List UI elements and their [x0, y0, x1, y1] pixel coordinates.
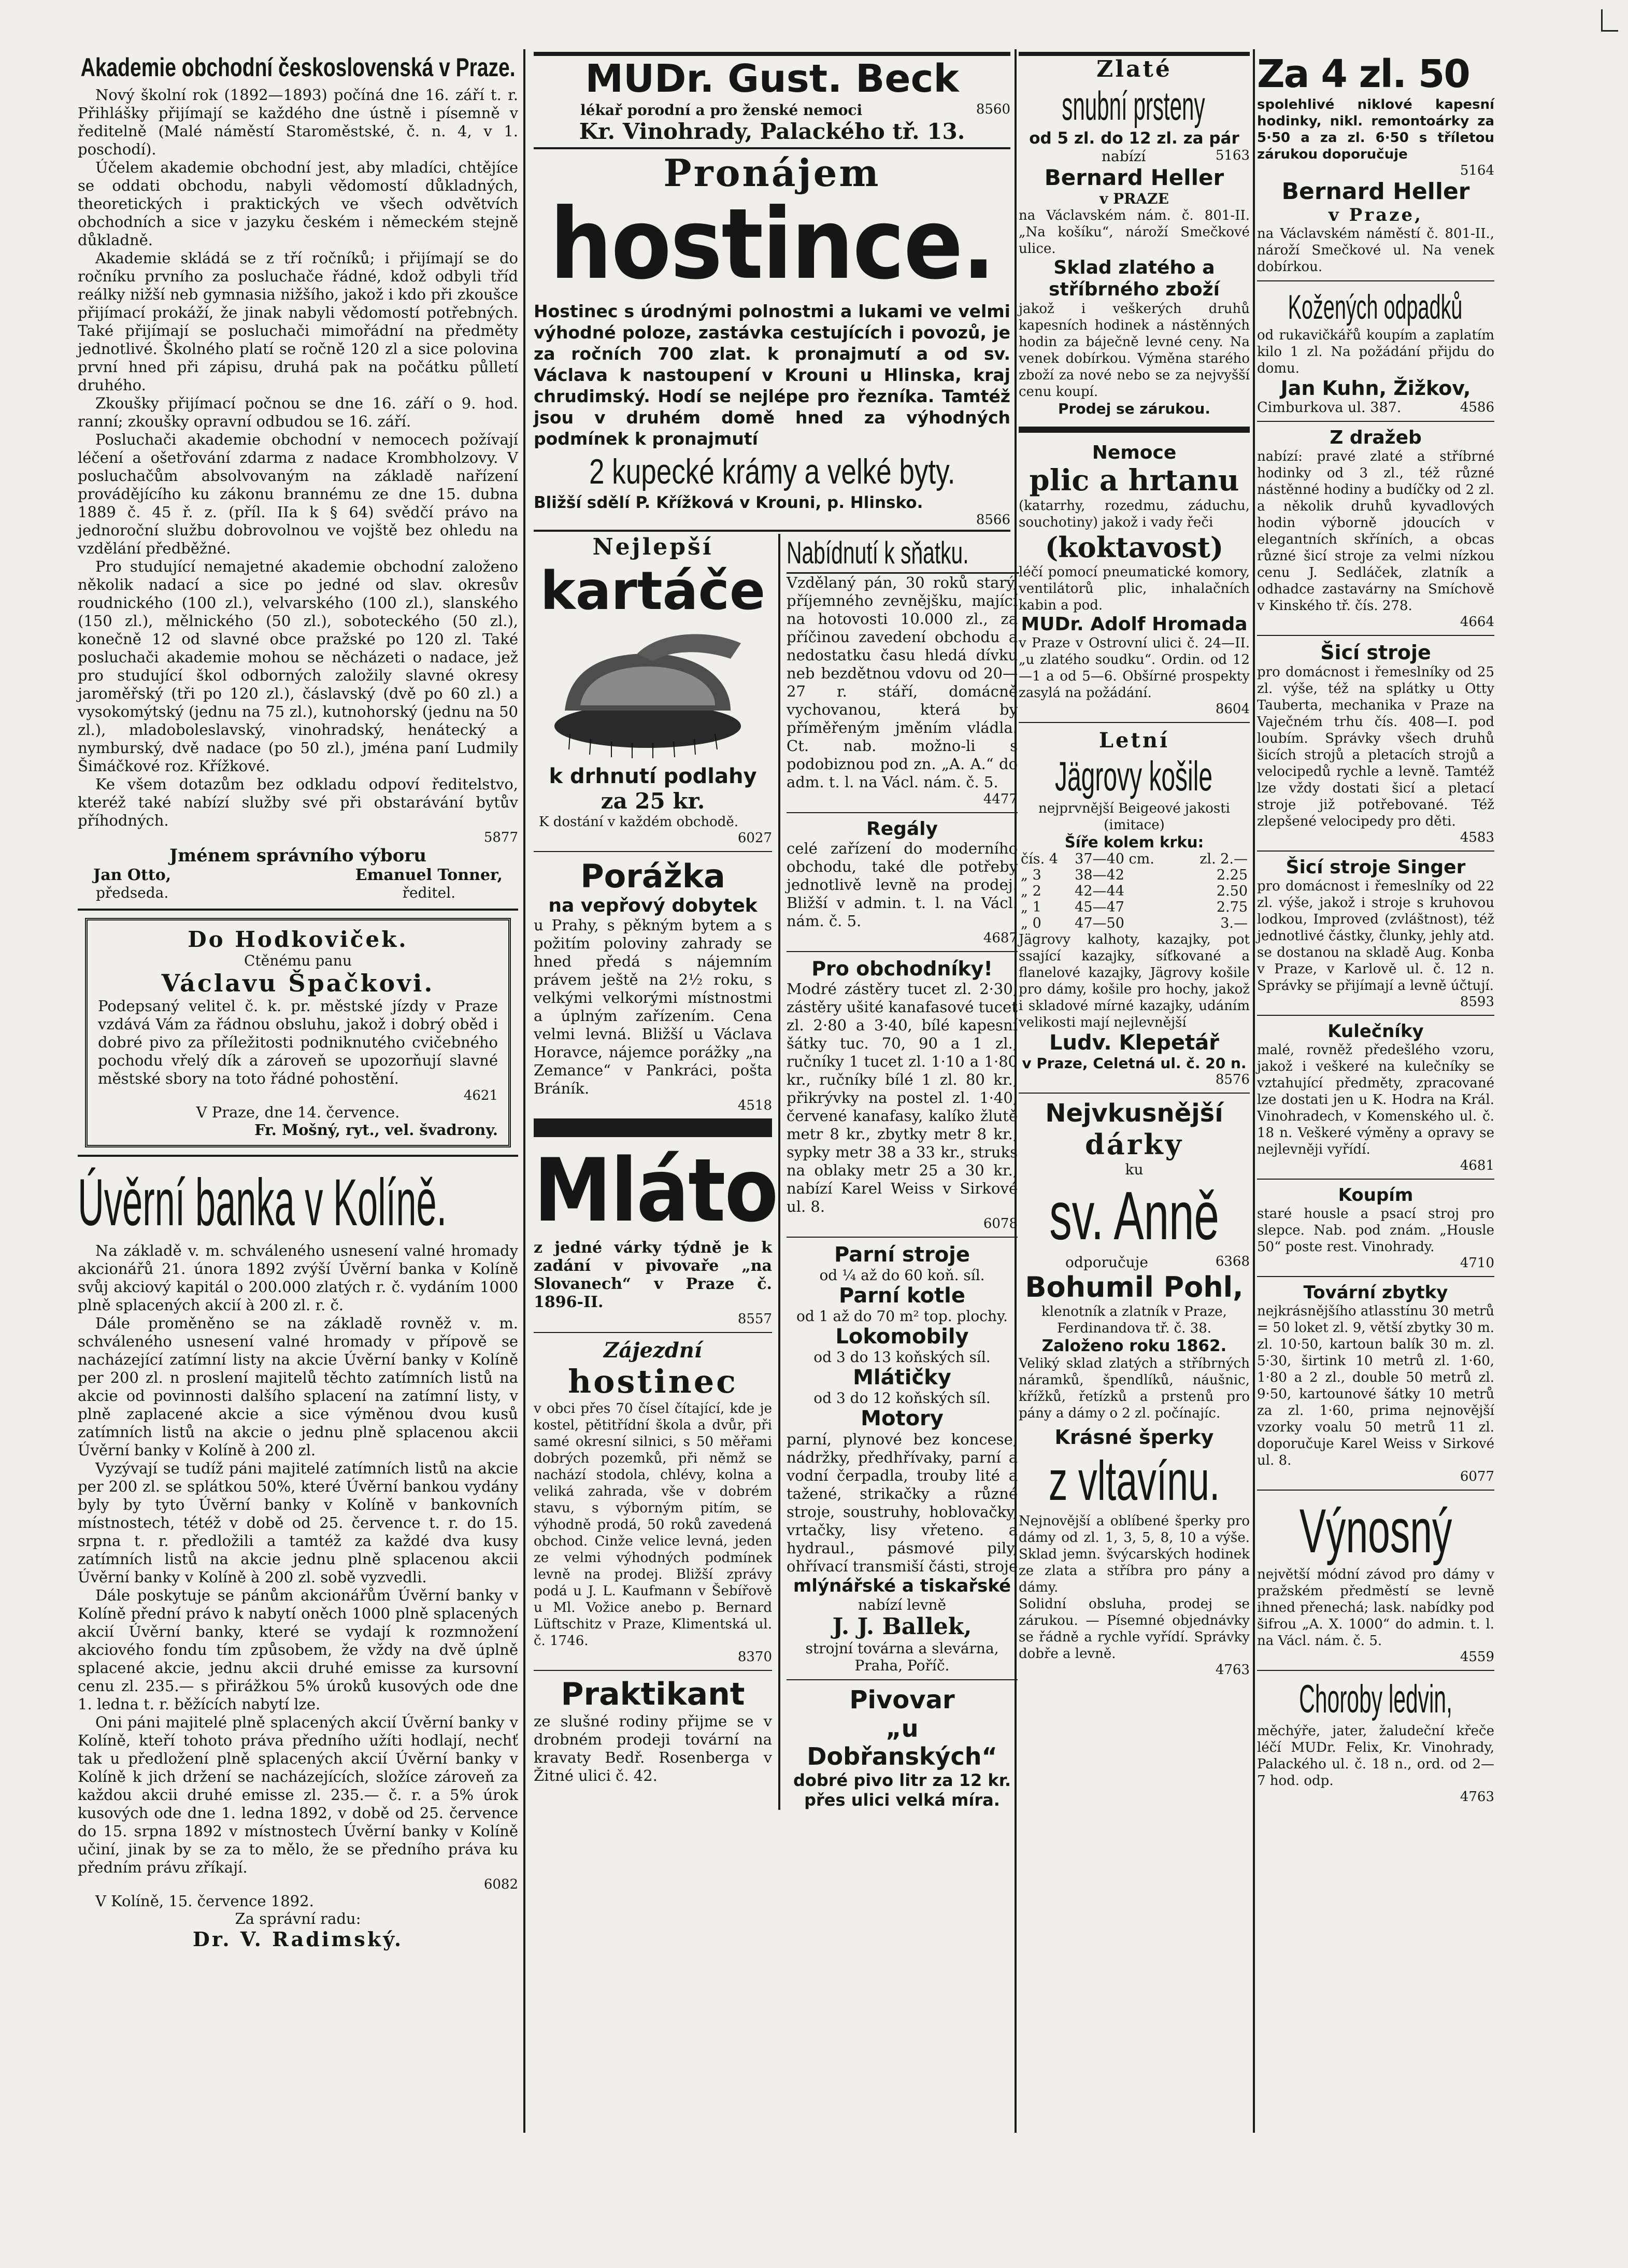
obchodniky-body: Modré zástěry tucet zl. 2·30, zástěry ušité kanafasové tucet zl. 2·80 a 3·40, bílé kapesní šátky tuc. 70, 90 a 1 zl., ručníky 1 tucet zl. 1·10 a 1·80 kr., ručníky bílé 1 zl. 80 kr., přikrývky na postel zl. 1·40, červené kanafasy, kalíko žlutě metr 8 kr., zbytky metr 8 kr., sypky metr 38 a 33 kr., struks na oblaky metr 25 a 30 kr., nabízí Karel Weiss v Sirkové ul. 8. [787, 980, 1018, 1215]
table-row [1019, 899, 1250, 915]
kramy: 2 kupecké krámy a velké byty. [589, 452, 955, 491]
dobranskych: „u Dobřanských“ [807, 1714, 997, 1770]
motory-body: parní, plynové bez koncese, nádržky, předhřívaky, parní a vodní čerpadla, trouby lité a tažené, strikačky a různé stroje, soustruhy, hoblovačky, vrtačky, lisy vřeteno. a hydraul., pásmové pily, ohřívací transmiší části, stroje [787, 1430, 1018, 1575]
regaly-title: Regály [866, 818, 938, 840]
ad-code: 8604 [1215, 701, 1250, 717]
v-praze: v Praze, [1329, 205, 1423, 225]
pron-title: Pronájem [663, 151, 881, 195]
table-cell: 38—42 [1075, 867, 1124, 883]
uverni-body [78, 1242, 518, 1877]
nabizi: nabízí levně [858, 1596, 947, 1613]
kuhn-row [1257, 400, 1494, 416]
signature-right [355, 866, 503, 901]
hodk-date: V Praze, dne 14. července. [196, 1103, 400, 1121]
jagr-sub: nejprvnější Beigeové jakosti (imitace) [1038, 801, 1230, 833]
ku: ku [1125, 1161, 1144, 1178]
sici-title: Šicí stroje [1320, 641, 1431, 664]
nemoce-body: (katarrhy, rozedmu, záduchu, souchotiny) jakož i vady řeči [1019, 498, 1250, 530]
snubni: snubní prsteny [1062, 83, 1205, 129]
kuhn-addr: Cimburkova ul. 387. [1257, 400, 1402, 416]
signature-left [93, 866, 171, 901]
divider [534, 1670, 772, 1671]
zlate: Zlaté [1096, 56, 1172, 82]
col2-split [534, 534, 1018, 1810]
table-cell: čís. 4 [1021, 851, 1058, 867]
paragraph: Nový školní rok (1892—1893) počíná dne 16. září t. r. Přihlášky přijímají se každého dne ústně i písemně v ředitelně (Malé náměstí Staroměstské, č. n. 4, v 1. poschodí). [78, 86, 518, 158]
divider [1019, 722, 1250, 723]
drazeb-title: Z dražeb [1330, 427, 1422, 448]
ad-code: 5163 [1215, 148, 1250, 163]
choroby: Choroby ledvin, [1299, 1677, 1452, 1721]
singer-title: Šicí stroje Singer [1286, 857, 1466, 878]
mlato: Mláto [534, 1140, 778, 1241]
divider [1257, 1490, 1494, 1491]
table-row [1019, 851, 1250, 867]
ballek: J. J. Ballek, [832, 1613, 972, 1640]
akademie-body [78, 86, 518, 830]
klepetar-addr: v Praze, Celetná ul. č. 20 n. [1022, 1055, 1247, 1072]
ad-code: 8576 [1215, 1072, 1250, 1087]
nabizi: nabízí [1102, 148, 1146, 165]
paragraph: Akademie skládá se z tří ročníků; i přijímají se do ročníku prvního za posluchače řádné, kdož odbyli tříd reálky nižší neb gymnasia nižšího, jakož i kdo při zkoušce přijímací prokáží, že jinak nabyli vědomostí potřebných. Také přijímají se posluchači mimořádní na předměty jednotlivé. Školného platí se ročně 120 zl a sice polovina první hned při zápisu, druhá pak na počátku půlletí druhého. [78, 249, 518, 394]
ad-code: 4586 [1460, 400, 1494, 415]
plic: plic a hrtanu [1029, 463, 1239, 498]
pohl-more: Veliký sklad zlatých a stříbrných náramků, špendlíků, náušnic, křížků, řetízků a prstenů pro pány a dámy o 2 zl. počínajíc. [1019, 1356, 1250, 1421]
hodk-name: Václavu Špačkovi. [161, 969, 435, 997]
ad-code: 4518 [737, 1098, 772, 1113]
snubni-price: od 5 zl. do 12 zl. za pár [1029, 129, 1239, 148]
koupim-title: Koupím [1338, 1185, 1413, 1206]
ad-code: 4687 [983, 930, 1018, 946]
jagr-body: Jägrovy kalhoty, kazajky, pot ssající kazajky, síťkované a flanelové kazajky, Jägrovy košile pro dámy, košile pro hochy, jakož i skladové mírné kazajky, udáním velikosti mají nejlevnější [1019, 932, 1250, 1030]
zbytky-title: Tovární zbytky [1303, 1282, 1448, 1303]
mlaticky: Mlátičky [853, 1366, 951, 1390]
darky: dárky [1085, 1128, 1183, 1161]
divider [1257, 1015, 1494, 1016]
nemoce: Nemoce [1092, 442, 1177, 463]
heller: Bernard Heller [1044, 165, 1224, 190]
parni-1: od ¼ až do 60 koň. síl. [819, 1267, 985, 1284]
kartace-price: za 25 kr. [601, 788, 705, 814]
col2-left [534, 534, 780, 1810]
column-3 [1019, 52, 1250, 2135]
ad-code: 4559 [1460, 1649, 1494, 1665]
paragraph: Dále proměněno se na základě rovněž v. m. schváleného usnesení valné hromady v přípově se nacházející zatímní listy na akcie Úvěrní banky v Kolíně per 200 zl. n proslení majitelů těchto zatímních listů na akcie od povinnosti dalšího splacení na zatímní listy, v plně zaplacené akcie a sice výměnou dvou kusů zatímních listů na akcie o jednu plně splacenou akcii Úvěrní banky v Kolíně à 200 zl. [78, 1314, 518, 1459]
regaly-body: celé zařízení do moderního obchodu, také dle potřeby jednotlivě levně na prodej. Bližší v admin. t. l. na Václ. nám. č. 5. [787, 840, 1018, 930]
sklad-title: Sklad zlatého a stříbrného zboží [1049, 257, 1220, 300]
ad-code: 4477 [983, 791, 1018, 807]
hromada: MUDr. Adolf Hromada [1021, 614, 1248, 635]
ad-code: 8593 [1460, 994, 1494, 1010]
signatory-name: Jan Otto, [93, 866, 172, 884]
ad-code: 4710 [1460, 1255, 1494, 1271]
top-bar [1019, 52, 1250, 56]
parni-kotle: Parní kotle [838, 1284, 966, 1308]
lokomobily: Lokomobily [835, 1325, 969, 1349]
ad-code: 4763 [1215, 1662, 1250, 1678]
jagrovy: Jägrovy košile [1054, 753, 1213, 799]
divider [1257, 1670, 1494, 1671]
divider [534, 1332, 772, 1333]
singer-body: pro domácnost i řemeslníky od 22 zl. výše, jakož i stroje s kruhovou lodkou, Improved (zvláštnost), též jednotlivé částky, člunky, jehly atd. se dostanou na skladě Aug. Konba v Praze, v Karlově ul. č. 12 n. Správky se přijímají a levně účtují. [1257, 878, 1494, 994]
kulecniky-title: Kulečníky [1327, 1021, 1424, 1042]
divider [787, 1237, 1018, 1238]
divider [1257, 1179, 1494, 1180]
pron-more: Bližší sdělí P. Křížková v Krouni, p. Hlinsko. [534, 493, 923, 512]
signatory-role: předseda. [95, 884, 169, 901]
ad-code: 4664 [1460, 614, 1494, 630]
ad-code: 5877 [483, 830, 518, 845]
ad-code: 4763 [1460, 1789, 1494, 1805]
divider [1257, 280, 1494, 281]
anne: sv. Anně [1049, 1178, 1219, 1254]
table-cell: 45—47 [1075, 899, 1124, 915]
mlynarske: mlýnářské a tiskařské [793, 1576, 1011, 1596]
table-cell: 42—44 [1075, 883, 1124, 899]
ad-code: 4681 [1460, 1158, 1494, 1173]
ad-code: 6082 [483, 1877, 518, 1892]
table-cell: „ 0 [1021, 915, 1041, 931]
divider [787, 1679, 1018, 1680]
divider [787, 951, 1018, 952]
pivovar-body: dobré pivo litr za 12 kr. přes ulici velká míra. [793, 1770, 1011, 1810]
table-cell: 2.25 [1216, 867, 1248, 883]
corner-mark [1601, 9, 1618, 32]
ad-code: 8370 [737, 1649, 772, 1665]
table-cell: 2.50 [1216, 883, 1248, 899]
koupim-body: staré housle a psací stroj pro slepce. Nab. pod znám. „Housle 50“ poste rest. Vinohrady. [1257, 1206, 1494, 1255]
paragraph: Posluchači akademie obchodní v nemocech požívají léčení a ošetřování zdarma z nadace Krombholzovy. V posluchačům absolvovaným na základě nařízení provádějícího ku zákonu brannému ze dne 15. dubna 1889 č. 45 ř. z. (příl. IIa k § 64) svědčí právo na jednoroční službu dobrovolnou ve vojště bez ohledu na vzdělání předběžné. [78, 431, 518, 557]
ad-code: 8557 [737, 1311, 772, 1327]
heller-addr: na Václavském nám. č. 801-II. „Na košíku“, nároží Smečkové ulice. [1019, 208, 1250, 257]
obchodniky-title: Pro obchodníky! [811, 957, 993, 980]
beck-sub-row [534, 102, 1010, 119]
praktikant: Praktikant [561, 1676, 745, 1712]
divider [787, 812, 1018, 813]
hromada-body: v Praze v Ostrovní ulici č. 24—II. „u zlatého soudku“. Ordin. od 12—1 a od 5—6. Obšírné prospekty zasylá na požádání. [1019, 635, 1250, 701]
divider [1257, 850, 1494, 852]
akademie-signature-line: Jménem správního výboru [169, 845, 426, 866]
anne-row [1019, 1254, 1250, 1271]
beck-addr: Kr. Vinohrady, Palackého tř. 13. [579, 119, 965, 144]
divider [78, 1155, 518, 1157]
signatory-name: Emanuel Tonner, [355, 866, 503, 884]
odporucuje: odporučuje [1065, 1254, 1148, 1271]
ad-code: 8560 [976, 102, 1010, 117]
nabidnuti-title: Nabídnutí k sňatku. [787, 534, 1019, 574]
beck-sub: lékař porodní a pro ženské nemoci [580, 102, 863, 119]
motory: Motory [861, 1407, 944, 1430]
mlato-sub: z jedné várky týdně je k zadání v pivovaře „na Slovanech“ v Praze č. 1896-II. [534, 1239, 772, 1311]
koktavost-body: léčí pomocí pneumatické komory, ventilátorů plic, inhalačních kabin a pod. [1019, 564, 1250, 613]
nejvkusnejsi: Nejvkusnější [1045, 1099, 1223, 1128]
column-rule [1253, 49, 1255, 2133]
pron-body: Hostinec s úrodnými polnostmi a lukami ve velmi výhodné poloze, zastávka cestujících i povozů, je za ročních 700 zlat. k pronajmutí a od sv. Václava k nastoupení v Krouni u Hlinska, kraj chrudimský. Hodí se nejlépe pro řezníka. Tamtéž jsou v druhém domě hned za výhodných podmínek k pronajmutí [534, 301, 1010, 449]
kulecniky-body: malé, rovněž předešlého vzoru, jakož i veškeré na kulečníky se vztahující předměty, zpracované lze dostati jen u K. Hodra na Král. Vinohradech, v Komenského ul. č. 18 n. Veškeré výměny a opravy se nejlevněji vyřídí. [1257, 1042, 1494, 1157]
col2-right [780, 534, 1018, 1810]
parni-title: Parní stroje [834, 1243, 970, 1267]
sici-body: pro domácnost i řemeslníky od 25 zl. výše, též na splátky u Otty Tauberta, mechanika v Praze na Vaječném trhu čís. 408—I. pod loubím. Správky všech druhů šicích strojů a pletacích strojů a velocipedů rychle a levně. Tamtéž lze vždy dostati šicí a pletací stroje již potřebované. Též zlepšené velocipedy pro děti. [1257, 664, 1494, 829]
paragraph: Účelem akademie obchodní jest, aby mladíci, chtějíce se oddati obchodu, nabyli vědomostí důkladných, theoretických i praktických ve všech odvětvích obchodních a sice v jazyku českém i německém stejně důkladně. [78, 159, 518, 249]
paragraph: Na základě v. m. schváleného usnesení valné hromady akcionářů 21. února 1892 zvýší Úvěrní banka v Kolíně svůj akciový kapitál o 200.000 zlatých r. č. vydáním 1000 plně splacených akcií à 200 zl. r. č. [78, 1242, 518, 1314]
porazka-sub: na vepřový dobytek [548, 895, 758, 916]
paragraph: Zkoušky přijímací počnou se dne 16. září o 9. hod. ranní; zkoušky opravní odbudou se 16. září. [78, 394, 518, 430]
nejlepsi: Nejlepší [592, 534, 713, 560]
ad-code: 6078 [983, 1216, 1018, 1231]
pohl-body: klenotník a zlatník v Praze, Ferdinandova tř. č. 38. [1041, 1304, 1227, 1336]
vynosny: Výnosný [1299, 1496, 1452, 1566]
mla-1: od 3 do 12 koňských síl. [813, 1390, 991, 1407]
hodk-sign: Fr. Mošný, ryt., vel. švadrony. [254, 1121, 498, 1139]
column-rule [523, 49, 525, 2133]
drazeb-body: nabízí: pravé zlaté a stříbrné hodinky od 3 zl., též různé nástěnné hodiny a budíčky od 2 zl. a několik druhů kyvadlových hodin výborně jdoucích v elegantních skříních, a obcas různé šicí stroje za velmi nízkou cenu J. Sedláček, zlatník a odhadce zastavárny na Smíchově v Kinského tř. čís. 278. [1257, 449, 1494, 614]
table-row [1019, 867, 1250, 883]
hostince-heading: hostince. [550, 188, 994, 301]
divider [534, 851, 772, 852]
black-rule [1019, 427, 1250, 433]
divider [534, 530, 1010, 532]
letni: Letní [1098, 728, 1170, 753]
porazka-title: Porážka [580, 857, 725, 895]
kartace: kartáče [540, 560, 766, 622]
price-heading: Za 4 zl. 50 [1257, 52, 1469, 96]
table-cell: zl. 2.— [1199, 851, 1248, 867]
ad-code: 6027 [737, 830, 772, 846]
vynosny-body: největší módní závod pro dámy v pražském předměstí se levně ihned přenechá; lask. nabídky pod šifrou „A. X. 1000“ do admin. t. l. na Václ. nám. č. 5. [1257, 1567, 1494, 1649]
table-cell: 3.— [1220, 915, 1248, 931]
kuhn: Jan Kuhn, Žižkov, [1280, 377, 1471, 400]
hostinec-body: v obci přes 70 čísel čítající, kde je kostel, pětitřídní škola a dvůr, při samé okresní silnici, s 50 měřami dobrých pozemků, při němž se nachází stodola, chlévy, kolna a veliká zahrada, vše v dobrém stavu, s výborným pitím, se výhodně prodá, 50 roků zavedená obchod. Cinže velice levná, jeden ze velmi výhodných podmínek levně na prodej. Bližší zprávy podá u J. L. Kaufmann v Šebířově u Ml. Vožice anebo p. Bernard Lüftschitz v Praze, Klimentská ul. č. 1746. [534, 1401, 772, 1649]
zajezdni: Zájezdní [604, 1338, 702, 1363]
sperky: Krásné šperky [1054, 1426, 1214, 1449]
divider [1257, 1276, 1494, 1277]
paragraph: Pro studující nemajetné akademie obchodní založeno několik nadací a sice po jedné od slav. okresův roudnického (100 zl.), velvarského (100 zl.), slanského (150 zl.), mělnického (50 zl.), soboteckého (50 zl.), konečně 12 od slavné obce pražské po 120 zl. Také posluchači akademie mohou se něcházeti o nadace, jež pro studující škol odborných založily slavné okresy jaroměřský (tři po 120 zl.), čáslavský (dvě po 60 zl.) a vysokomýtský (jednu na 75 zl.), kutnohorský (jednu na 50 zl.), mladoboleslavský, vinohradský, henátecký a nymburský, dvě nadace (po 50 zl.), jména paní Ludmily Šimáčkové roz. Křížkové. [78, 558, 518, 775]
snubni-row [1019, 148, 1250, 165]
paragraph: Ke všem dotazům bez odkladu odpoví ředitelstvo, kteréž také nabízí služby své při obstarávání bytův příhodných. [78, 775, 518, 829]
signatory-role: ředitel. [402, 884, 456, 901]
black-rule [534, 1118, 772, 1137]
kozenych: Kožených odpadků [1288, 288, 1463, 326]
akademie-signatures [78, 866, 518, 901]
kartace-where: K dostání v každém obchodě. [539, 814, 739, 830]
hodkovicky-ad [85, 918, 511, 1147]
table-cell: 47—50 [1075, 915, 1124, 931]
table-cell: „ 1 [1021, 899, 1041, 915]
uverni-date: V Kolíně, 15. července 1892. [95, 1892, 314, 1910]
uverni-title: Úvěrní banka v Kolíně. [78, 1166, 447, 1240]
nabidnuti-body: Vzdělaný pán, 30 roků starý, příjemného zevnějšku, mající na hotovosti 10.000 zl., za příčinou zavedení obchodu a nedostatku času hledá dívku neb bezdětnou vdovu od 20—27 r. stáří, domácně vychovanou, která by příměřeným jměním vládla. Ct. nab. možno-li s podobiznou pod zn. „A. A.“ do adm. t. l. na Václ. nám. č. 5. [787, 574, 1018, 791]
pohl: Bohumil Pohl, [1025, 1271, 1244, 1303]
ad-code: 5164 [1460, 163, 1494, 178]
divider [78, 909, 518, 911]
ad-code: 6368 [1215, 1254, 1250, 1269]
ballek-body: strojní továrna a slevárna, Praha, Poříč. [805, 1640, 999, 1674]
hodk-body: Podepsaný velitel č. k. pr. městské jízdy v Praze vzdává Vám za řádnou obsluhu, jakož i dobrý oběd i dobré pivo za příležitosti podniknutého cvičebného pochodu vřelý dík a zároveň se upozorňují slavné městské sbory na toto řádné pohostění. [98, 997, 498, 1087]
vltavinu-body: Nejnovější a oblíbené šperky pro dámy od zl. 1, 3, 5, 8, 10 a výše. Sklad jemn. švýcarských hodinek ze zlata a stříbra pro pány a dámy. [1019, 1513, 1250, 1595]
brush-illustration [534, 622, 762, 762]
sklad-body: jakož i veškerých druhů kapesních hodinek a nástěnných hodin za báječně levné ceny. Na venek dobírkou. Výměna starého zboží za nové nebo se za nejvyšší cenu koupí. [1019, 301, 1250, 400]
collar-size-table [1019, 851, 1250, 931]
zalozeno: Založeno roku 1862. [1041, 1337, 1227, 1355]
table-row [1019, 915, 1250, 931]
top-bar [534, 52, 1010, 56]
column-4 [1257, 52, 1494, 2135]
ad-code: 4583 [1460, 830, 1494, 845]
praktikant-body: ze slušné rodiny přijme se v drobném prodeji tovární na kravaty Bedř. Rosenberga v Žitné ulici č. 42. [534, 1712, 772, 1784]
paragraph: Dále poskytuje se pánům akcionářům Úvěrní banky v Kolíně přední právo k nabytí oněch 1000 plně splacených akcií Úvěrní banky, které se vydají k rozmnožení akciového fondu tím způsobem, že vždy na dvě úplně splacené akcie, jednu akcii druhé emisse za kursovní cenu zl. 235.— s přirážkou 5% úroků kusových ode dne 1. ledna t. r. běžících nabytí lze. [78, 1586, 518, 1713]
uverni-sign: Dr. V. Radimský. [192, 1927, 404, 1951]
heller: Bernard Heller [1281, 178, 1470, 205]
akademie-title: Akademie obchodní československá v Praze. [80, 53, 516, 82]
parni-2: od 1 až do 70 m² top. plochy. [796, 1308, 1008, 1325]
hodk-dear: Ctěnému panu [244, 952, 352, 969]
ad-code: 4621 [463, 1088, 498, 1103]
ad-code: 8566 [976, 512, 1010, 528]
divider [1019, 1093, 1250, 1094]
prodej: Prodej se zárukou. [1058, 400, 1210, 417]
vltavinu: z vltavínu. [1048, 1449, 1220, 1512]
table-cell: „ 3 [1021, 867, 1041, 883]
divider [1257, 421, 1494, 422]
porazka-body: u Prahy, s pěkným bytem a s požitím poloviny zahrady se hned předá s nájemním právem ještě na 2½ roku, s velkými velkorými místnostmi a úplným zařízením. Cena velmi levná. Bližší u Václava Horavce, nájemce porážky „na Zemance“ v Pankráci, pošta Bráník. [534, 916, 772, 1097]
divider [1257, 635, 1494, 636]
lok-1: od 3 do 13 koňských síl. [813, 1349, 991, 1366]
price-body: spolehlivé niklové kapesní hodinky, nikl. remontoárky za 5·50 a za zl. 6·50 s tříletou zárukou doporučuje [1257, 97, 1494, 162]
vltavinu-more: Solidní obsluha, prodej se zárukou. — Písemné objednávky se řádně a rychle vyřídí. Správky dobře a levně. [1019, 1596, 1250, 1662]
choroby-body: měchýře, jater, žaludeční křeče léčí MUDr. Felix, Kr. Vinohrady, Palackého ul. č. 18 n., ord. od 2—7 hod. odp. [1257, 1723, 1494, 1789]
koktavost: (koktavost) [1045, 531, 1224, 564]
beck-name: MUDr. Gust. Beck [585, 56, 959, 101]
table-cell: 37—40 cm. [1075, 851, 1154, 867]
klepetar: Ludv. Klepetář [1049, 1031, 1219, 1055]
zbytky-body: nejkrásnějšího atlasstínu 30 metrů = 50 loket zl. 9, větší zbytky 30 m. zl. 10·50, kartoun balík 30 m. zl. 5·30, širtink 10 metrů zl. 1·60, 1·80 a 2 zl., double 50 metrů zl. 9·50, kartounové šátky 10 metrů za zl. 1·60, prima nejnovější vzorky voalu 50 metrů 11 zl. doporučuje Karel Weiss v Sirkové ul. 8. [1257, 1303, 1494, 1468]
sire: Šíře kolem krku: [1064, 833, 1204, 851]
heller-addr: na Václavském náměstí č. 801-II., nároží Smečkové ul. Na venek dobírkou. [1257, 226, 1494, 275]
kartace-use: k drhnutí podlahy [549, 764, 757, 788]
table-cell: „ 2 [1021, 883, 1041, 899]
ad-code: 6077 [1460, 1469, 1494, 1484]
v-praze: v PRAZE [1099, 190, 1169, 207]
column-2 [534, 52, 1018, 2135]
pivovar: Pivovar [849, 1685, 955, 1714]
divider [534, 147, 1010, 149]
hostinec: hostinec [568, 1363, 738, 1400]
kozenych-body: od rukavičkářů koupím a zaplatím kilo 1 zl. Na požádání přijdu do domu. [1257, 328, 1494, 376]
paragraph: Vyzývají se tudíž páni majitelé zatímních listů na akcie per 200 zl. se splátkou 50%, které Úvěrní bankou vydány byly by tyto Úvěrní banky v Kolíně v bankovních místnostech, tétéž v době od 25. července t. r. do 15. srpna t. r. předložili a tamtéž za každé dva kusy zatímních listů na akcie jednu plně splacenou akcii Úvěrní banky v Kolíně à 200 zl. sobě vyzvedli. [78, 1459, 518, 1586]
table-row [1019, 883, 1250, 899]
column-1 [78, 52, 518, 2135]
hodk-title: Do Hodkoviček. [188, 927, 408, 952]
paragraph: Oni páni majitelé plně splacených akcií Úvěrní banky v Kolíně, kteří tohoto práva předního užíti hodlají, nechť tak u předložení plně splacených akcií Úvěrní banky v Kolíně k jich držení se nacházejících, složíce zároveň za každou akcii druhé emisse zl. 235.— č. r. a 5% úrok kusových ode dne 1. ledna 1892, v době od 25. července do 15. srpna 1892 v místnostech Úvěrní banky v Kolíně učiní, jinak by se za to mělo, že se předního práva ku předním právu zříkají. [78, 1713, 518, 1876]
table-cell: 2.75 [1216, 899, 1248, 915]
uverni-for: Za správní radu: [235, 1910, 361, 1927]
